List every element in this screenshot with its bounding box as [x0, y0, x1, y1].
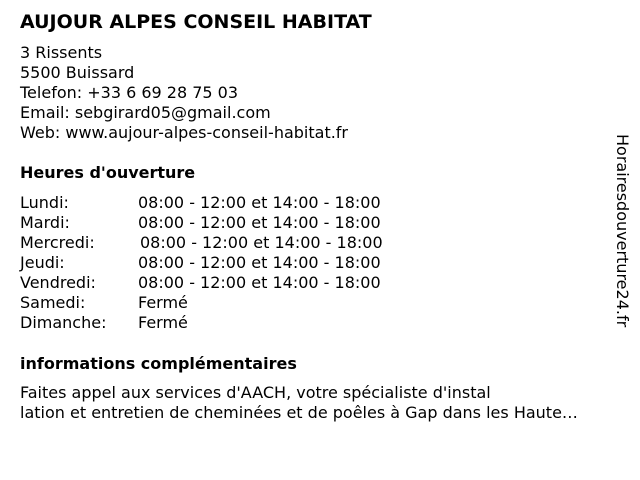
time-value: Fermé: [138, 293, 188, 312]
additional-info-heading: informations complémentaires: [20, 354, 297, 373]
phone-number[interactable]: Telefon: +33 6 69 28 75 03: [20, 83, 239, 102]
day-label: Jeudi:: [20, 253, 65, 272]
time-value: 08:00 - 12:00 et 14:00 - 18:00: [138, 273, 381, 292]
contact-block: [20, 43, 348, 143]
email-address[interactable]: Email: sebgirard05@gmail.com: [20, 103, 271, 122]
day-label: Lundi:: [20, 193, 69, 212]
business-name: AUJOUR ALPES CONSEIL HABITAT: [20, 11, 372, 33]
time-value: Fermé: [138, 313, 188, 332]
address-street: 3 Rissents: [20, 43, 103, 62]
time-value: 08:00 - 12:00 et 14:00 - 18:00: [138, 253, 381, 272]
address-city: 5500 Buissard: [20, 63, 135, 82]
day-label: Mercredi:: [20, 233, 95, 252]
additional-info-text: [20, 383, 578, 423]
website-link[interactable]: Web: www.aujour-alpes-conseil-habitat.fr: [20, 123, 349, 142]
time-value: 08:00 - 12:00 et 14:00 - 18:00: [140, 233, 383, 252]
day-label: Vendredi:: [20, 273, 96, 292]
description-line: Faites appel aux services d'AACH, votre spécialiste d'instal: [20, 383, 491, 402]
description-line: lation et entretien de cheminées et de poêles à Gap dans les Haute…: [20, 403, 578, 422]
day-label: Mardi:: [20, 213, 70, 232]
time-value: 08:00 - 12:00 et 14:00 - 18:00: [138, 193, 381, 212]
day-label: Dimanche:: [20, 313, 107, 332]
time-value: 08:00 - 12:00 et 14:00 - 18:00: [138, 213, 381, 232]
opening-hours-heading: Heures d'ouverture: [20, 163, 196, 182]
day-label: Samedi:: [20, 293, 86, 312]
site-watermark: Horairesdouverture24.fr: [613, 134, 632, 328]
